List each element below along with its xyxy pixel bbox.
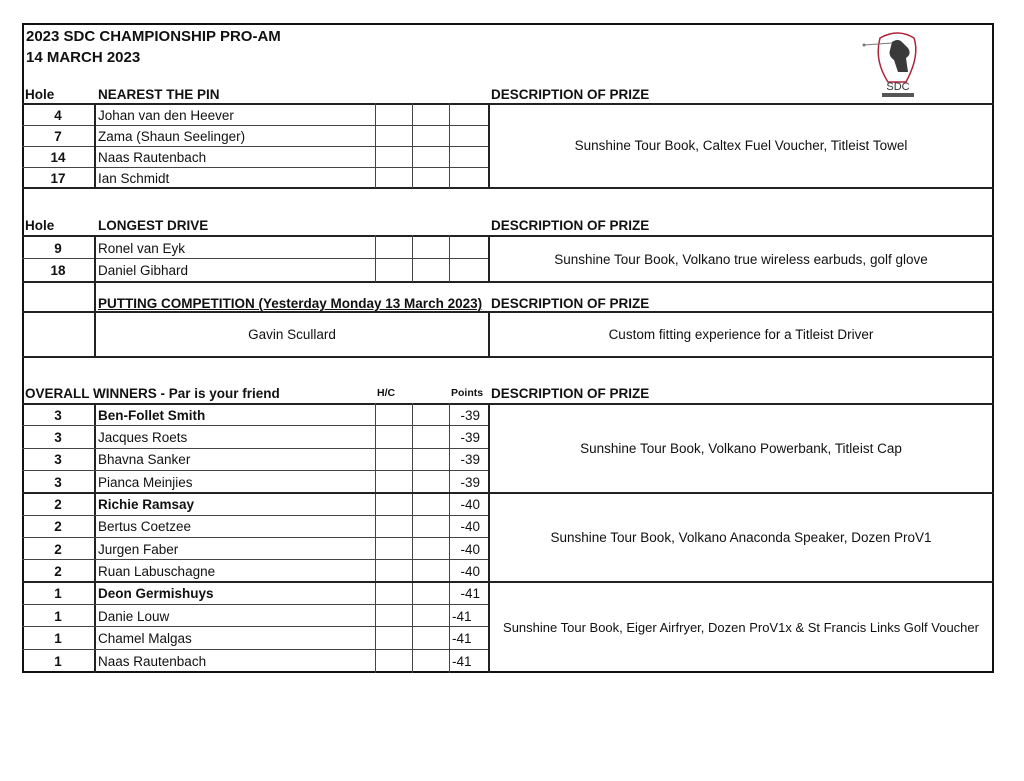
overall-prize: Sunshine Tour Book, Volkano Anaconda Speaker, Dozen ProV1	[550, 530, 932, 545]
ntp-name: Ian Schmidt	[98, 171, 170, 186]
overall-points: -40	[460, 564, 480, 579]
hc-header: H/C	[377, 387, 396, 399]
putting-prize-header: DESCRIPTION OF PRIZE	[491, 296, 650, 311]
overall-prize: Sunshine Tour Book, Eiger Airfryer, Dozen ProV1x & St Francis Links Golf Voucher	[503, 620, 979, 635]
overall-points: -40	[460, 497, 480, 512]
overall-name: Deon Germishuys	[98, 586, 214, 601]
overall-points: -39	[460, 430, 480, 445]
overall-points: -39	[460, 408, 480, 423]
ntp-hole-header: Hole	[25, 87, 55, 102]
ld-hole: 18	[50, 263, 66, 278]
ntp-hole: 4	[54, 108, 62, 123]
ntp-hole: 17	[50, 171, 66, 186]
ntp-name: Johan van den Heever	[98, 108, 234, 123]
ld-prize-header: DESCRIPTION OF PRIZE	[491, 218, 650, 233]
overall-place: 1	[54, 586, 62, 601]
overall-points: -39	[460, 475, 480, 490]
document-title: 2023 SDC CHAMPIONSHIP PRO-AM	[26, 28, 281, 45]
overall-points: -41	[452, 631, 472, 646]
overall-name: Pianca Meinjies	[98, 475, 193, 490]
ntp-hole: 7	[54, 129, 62, 144]
ntp-prize-header: DESCRIPTION OF PRIZE	[491, 87, 650, 102]
overall-name: Richie Ramsay	[98, 497, 195, 512]
sdc-golfer-logo-icon	[858, 30, 938, 102]
overall-place: 1	[54, 631, 62, 646]
overall-name: Danie Louw	[98, 609, 170, 624]
overall-name: Ruan Labuschagne	[98, 564, 216, 579]
ld-hole: 9	[54, 241, 62, 256]
ntp-name: Naas Rautenbach	[98, 150, 207, 165]
overall-points: -41	[452, 609, 472, 624]
overall-points: -39	[460, 452, 480, 467]
overall-place: 2	[54, 497, 62, 512]
overall-points: -41	[452, 654, 472, 669]
overall-place: 3	[54, 430, 62, 445]
sdc-logo	[858, 30, 938, 102]
overall-points: -40	[460, 519, 480, 534]
points-header: Points	[451, 387, 484, 399]
overall-prize: Sunshine Tour Book, Volkano Powerbank, Titleist Cap	[580, 441, 902, 456]
overall-name: Bhavna Sanker	[98, 452, 191, 467]
overall-points: -41	[460, 586, 480, 601]
svg-text:SDC: SDC	[886, 81, 910, 93]
ntp-section-header: NEAREST THE PIN	[98, 87, 220, 102]
ld-name: Daniel Gibhard	[98, 263, 189, 278]
ntp-prize: Sunshine Tour Book, Caltex Fuel Voucher, Titleist Towel	[574, 138, 908, 153]
overall-place: 2	[54, 564, 62, 579]
overall-name: Bertus Coetzee	[98, 519, 192, 534]
overall-place: 2	[54, 542, 62, 557]
overall-name: Jacques Roets	[98, 430, 188, 445]
overall-name: Ben-Follet Smith	[98, 408, 206, 423]
putting-section-header: PUTTING COMPETITION (Yesterday Monday 13 March 2023)	[98, 296, 483, 311]
putting-prize: Custom fitting experience for a Titleist Driver	[608, 327, 874, 342]
ntp-hole: 14	[50, 150, 66, 165]
ld-section-header: LONGEST DRIVE	[98, 218, 209, 233]
ntp-name: Zama (Shaun Seelinger)	[98, 129, 246, 144]
overall-place: 3	[54, 408, 62, 423]
overall-place: 3	[54, 452, 62, 467]
overall-place: 3	[54, 475, 62, 490]
putting-winner: Gavin Scullard	[248, 327, 336, 342]
ld-prize: Sunshine Tour Book, Volkano true wireless earbuds, golf glove	[554, 252, 928, 267]
overall-name: Jurgen Faber	[98, 542, 179, 557]
ld-hole-header: Hole	[25, 218, 55, 233]
ld-name: Ronel van Eyk	[98, 241, 186, 256]
document-date: 14 MARCH 2023	[26, 49, 141, 66]
overall-place: 1	[54, 654, 62, 669]
overall-name: Naas Rautenbach	[98, 654, 207, 669]
overall-section-header: OVERALL WINNERS - Par is your friend	[25, 386, 280, 401]
overall-place: 1	[54, 609, 62, 624]
overall-points: -40	[460, 542, 480, 557]
overall-place: 2	[54, 519, 62, 534]
overall-prize-header: DESCRIPTION OF PRIZE	[491, 386, 650, 401]
overall-name: Chamel Malgas	[98, 631, 192, 646]
